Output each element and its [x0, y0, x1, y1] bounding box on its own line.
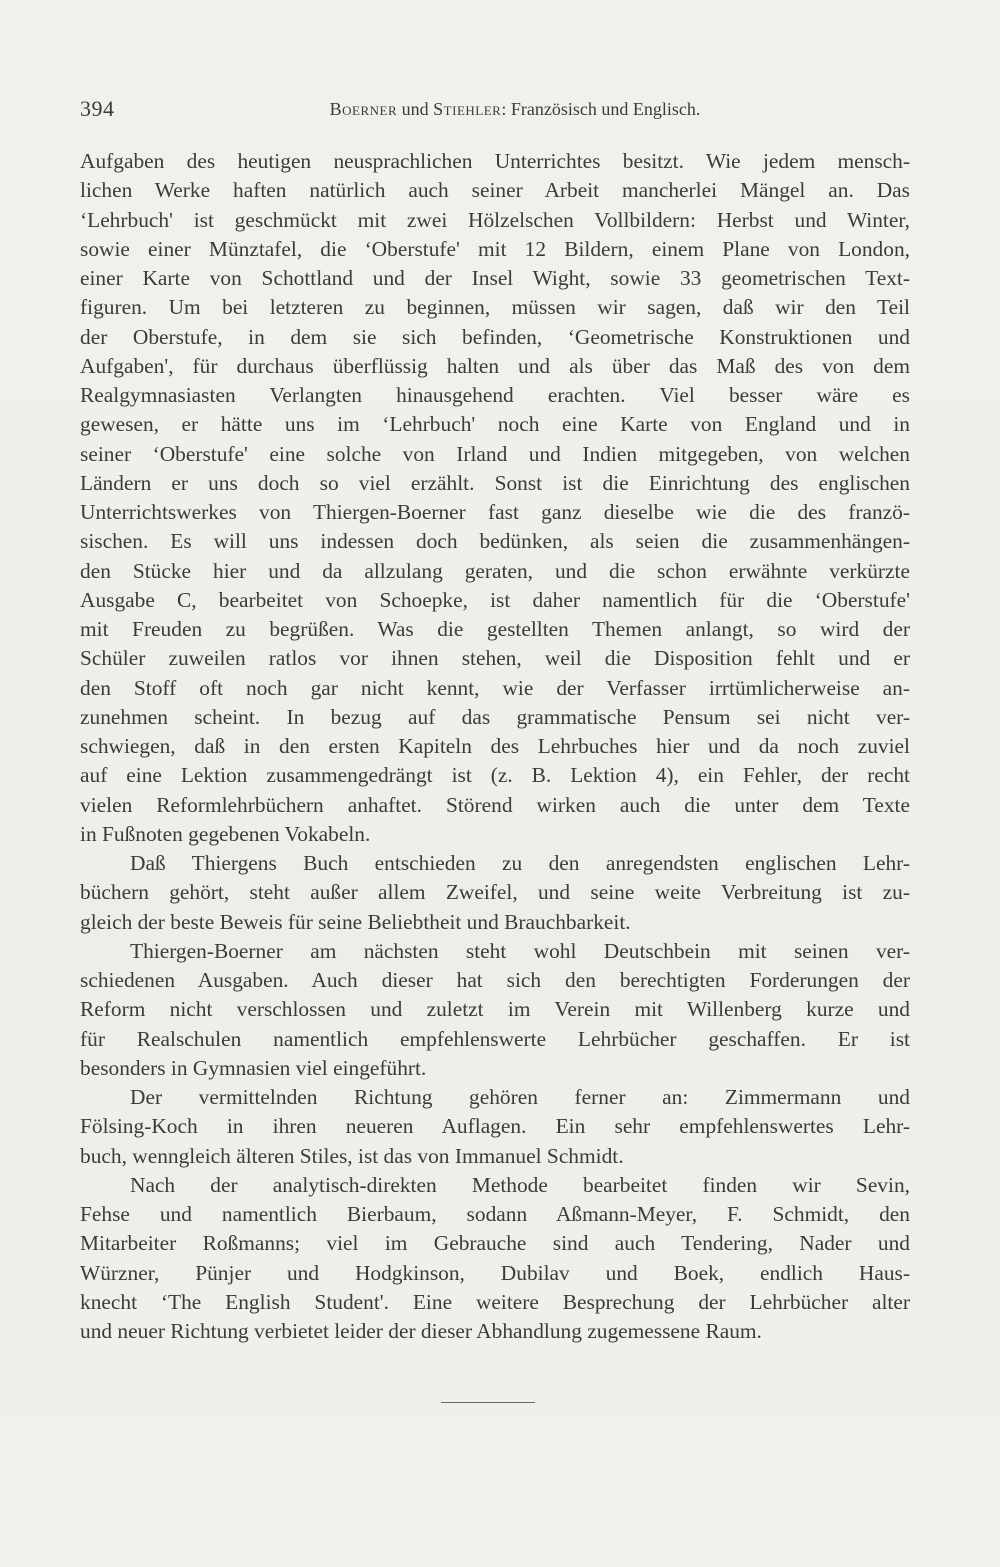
text-line: Ausgabe C, bearbeitet von Schoepke, ist daher namentlich für die ʻOberstufe' — [80, 587, 910, 612]
text-line: Realgymnasiasten Verlangten hinausgehend erachten. Viel besser wäre es — [80, 383, 910, 407]
text-line: Thiergen-Boerner am nächsten steht wohl Deutschbein mit seinen ver- — [130, 938, 910, 963]
text-line: sowie einer Münztafel, die ʻOberstufe' mit 12 Bildern, einem Plane von London, — [80, 236, 910, 261]
body-text — [80, 147, 910, 1346]
text-line: zunehmen scheint. In bezug auf das grammatische Pensum sei nicht ver- — [80, 704, 910, 729]
text-line: büchern gehört, steht außer allem Zweifel, und seine weite Verbreitung ist zu- — [80, 880, 910, 905]
text-line: Reform nicht verschlossen und zuletzt im Verein mit Willenberg kurze und — [80, 997, 910, 1022]
text-line: sischen. Es will uns indessen doch bedünken, als seien die zusammenhängen- — [80, 529, 910, 554]
text-line: der Oberstufe, in dem sie sich befinden, ʻGeometrische Konstruktionen und — [80, 324, 910, 349]
text-line: für Realschulen namentlich empfehlenswerte Lehrbücher geschaffen. Er ist — [80, 1026, 910, 1051]
running-head — [80, 99, 910, 120]
text-line: den Stücke hier und da allzulang geraten, und die schon erwähnte verkürzte — [80, 558, 910, 583]
text-line: Aufgaben', für durchaus überflüssig halten und als über das Maß des von dem — [80, 353, 910, 378]
running-head-conjunction: und — [401, 99, 429, 119]
page-header — [80, 96, 910, 132]
page-number: 394 — [80, 96, 115, 121]
text-line: Daß Thiergens Buch entschieden zu den anregendsten englischen Lehr- — [130, 851, 910, 875]
text-line: besonders in Gymnasien viel eingeführt. — [80, 1055, 427, 1080]
running-head-author-2: Stiehler — [433, 99, 502, 119]
text-line: schwiegen, daß in den ersten Kapiteln des Lehrbuches hier und da noch zuviel — [80, 734, 910, 758]
text-line: schiedenen Ausgaben. Auch dieser hat sich den berechtigten Forderungen der — [80, 968, 910, 992]
text-line: Würzner, Pünjer und Hodgkinson, Dubilav und Boek, endlich Haus- — [80, 1260, 910, 1285]
text-line: knecht ʻThe English Student'. Eine weitere Besprechung der Lehrbücher alter — [80, 1289, 910, 1314]
text-line: gleich der beste Beweis für seine Beliebtheit und Brauchbarkeit. — [80, 909, 631, 934]
text-line: einer Karte von Schottland und der Insel Wight, sowie 33 geometrischen Text- — [80, 266, 910, 290]
text-line: in Fußnoten gegebenen Vokabeln. — [80, 821, 371, 846]
text-line: Unterrichtswerkes von Thiergen-Boerner fast ganz dieselbe wie die des franzö- — [80, 500, 910, 524]
text-line: gewesen, er hätte uns im ʻLehrbuch' noch eine Karte von England und in — [80, 412, 910, 437]
text-line: Ländern er uns doch so viel erzählt. Sonst ist die Einrichtung des englischen — [80, 470, 910, 495]
text-line: mit Freuden zu begrüßen. Was die gestellten Themen anlangt, so wird der — [80, 617, 910, 641]
text-line: Der vermittelnden Richtung gehören ferner an: Zimmermann und — [130, 1085, 910, 1109]
text-line: Nach der analytisch-direkten Methode bearbeitet finden wir Sevin, — [130, 1172, 910, 1197]
text-line: ʻLehrbuch' ist geschmückt mit zwei Hölzelschen Vollbildern: Herbst und Winter, — [80, 207, 910, 232]
running-head-title: : Französisch und Englisch. — [501, 99, 701, 119]
text-line: den Stoff oft noch gar nicht kennt, wie der Verfasser irrtümlicherweise an- — [80, 675, 910, 700]
text-line: seiner ʻOberstufe' eine solche von Irland und Indien mitgegeben, von welchen — [80, 441, 910, 466]
text-line: Aufgaben des heutigen neusprachlichen Unterrichtes besitzt. Wie jedem mensch- — [80, 149, 910, 173]
text-line: figuren. Um bei letzteren zu beginnen, müssen wir sagen, daß wir den Teil — [80, 295, 910, 320]
text-line: und neuer Richtung verbietet leider der dieser Abhandlung zugemessene Raum. — [80, 1319, 762, 1343]
text-line: Schüler zuweilen ratlos vor ihnen stehen, weil die Disposition fehlt und er — [80, 646, 910, 671]
text-line: Fölsing-Koch in ihren neueren Auflagen. Ein sehr empfehlenswertes Lehr- — [80, 1114, 910, 1139]
text-line: vielen Reformlehrbüchern anhaftet. Störend wirken auch die unter dem Texte — [80, 792, 910, 817]
text-line: auf eine Lektion zusammengedrängt ist (z. B. Lektion 4), ein Fehler, der recht — [80, 763, 910, 788]
text-line: Fehse und namentlich Bierbaum, sodann Aßmann-Meyer, F. Schmidt, den — [80, 1202, 910, 1226]
section-divider — [441, 1402, 535, 1403]
text-line: Mitarbeiter Roßmanns; viel im Gebrauche sind auch Tendering, Nader und — [80, 1231, 910, 1256]
running-head-author-1: Boerner — [329, 99, 398, 119]
text-line: buch, wenngleich älteren Stiles, ist das von Immanuel Schmidt. — [80, 1143, 624, 1168]
text-line: lichen Werke haften natürlich auch seiner Arbeit mancherlei Mängel an. Das — [80, 178, 910, 203]
